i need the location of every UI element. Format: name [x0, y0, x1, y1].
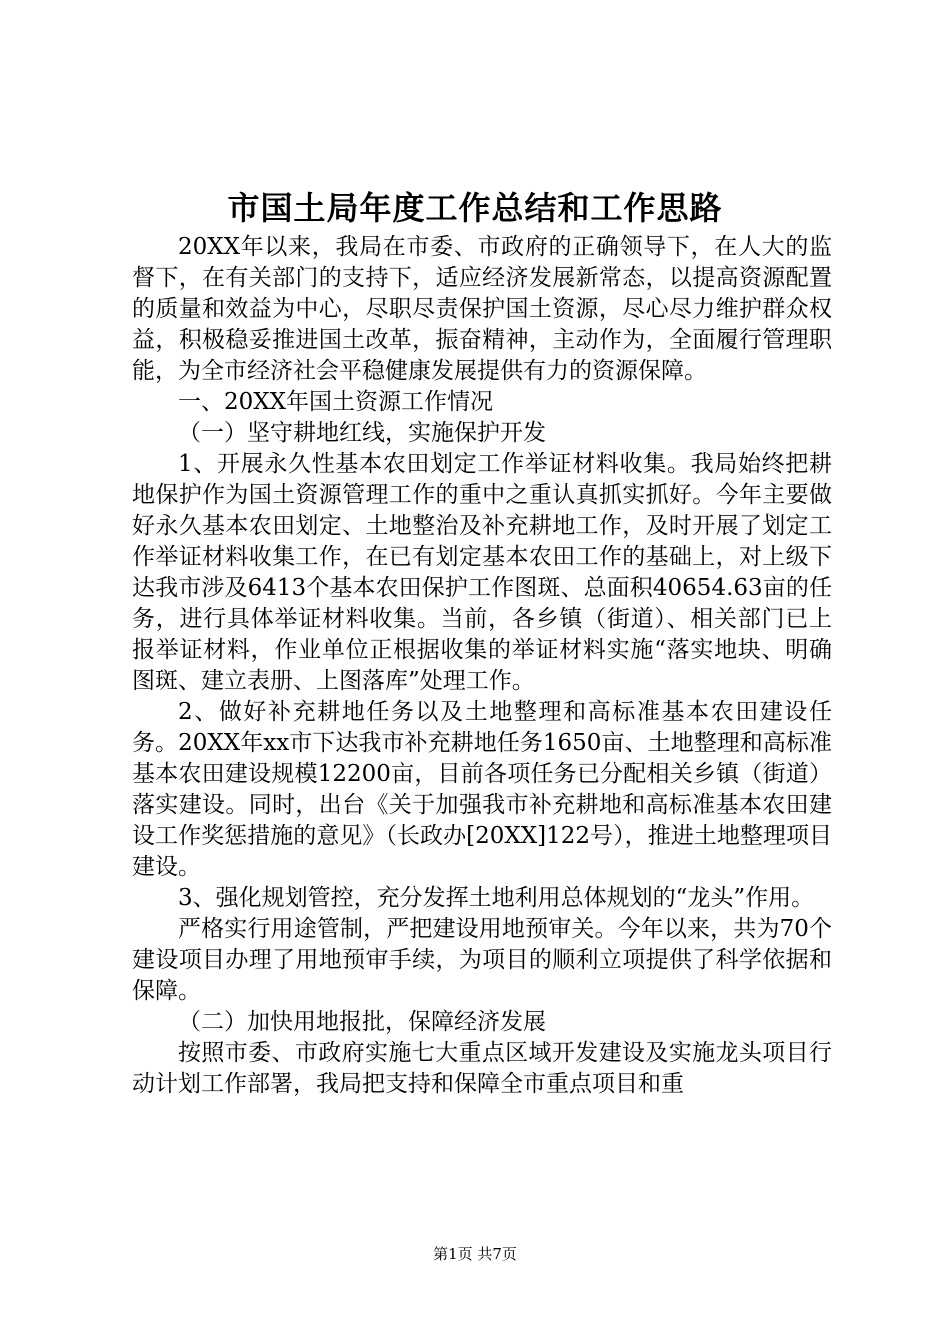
paragraph-item-1: 1、开展永久性基本农田划定工作举证材料收集。我局始终把耕地保护作为国土资源管理工作的重中之重认真抓实抓好。今年主要做好永久基本农田划定、土地整治及补充耕地工作，及时开展了划定工作举证材料收集工作，在已有划定基本农田工作的基础上，对上级下达我市涉及6413个基本农田保护工作图斑、总面积40654.63亩的任务，进行具体举证材料收集。当前，各乡镇（街道）、相关部门已上报举证材料，作业单位正根据收集的举证材料实施“落实地块、明确图斑、建立表册、上图落库”处理工作。 [132, 451, 832, 694]
paragraph-item-3: 3、强化规划管控，充分发挥土地利用总体规划的“龙头”作用。 [178, 885, 815, 911]
paragraph-item-3-detail: 严格实行用途管制，严把建设用地预审关。今年以来，共为70个建设项目办理了用地预审手续，为项目的顺利立项提供了科学依据和保障。 [132, 916, 832, 1004]
document-body [132, 232, 832, 1100]
heading-subsection-1: （一）坚守耕地红线，实施保护开发 [178, 420, 546, 446]
page-footer: 第1页 共7页 [433, 1245, 517, 1263]
paragraph-item-2: 2、做好补充耕地任务以及土地整理和高标准基本农田建设任务。20XX年xx市下达我市补充耕地任务1650亩、土地整理和高标准基本农田建设规模12200亩，目前各项任务已分配相关乡镇（街道）落实建设。同时，出台《关于加强我市补充耕地和高标准基本农田建设工作奖惩措施的意见》（长政办[20XX]122号），推进土地整理项目建设。 [132, 699, 832, 880]
document-title: 市国土局年度工作总结和工作思路 [227, 189, 723, 227]
paragraph-intro: 20XX年以来，我局在市委、市政府的正确领导下，在人大的监督下，在有关部门的支持下，适应经济发展新常态，以提高资源配置的质量和效益为中心，尽职尽责保护国土资源，尽心尽力维护群众权益，积极稳妥推进国土改革，振奋精神，主动作为，全面履行管理职能，为全市经济社会平稳健康发展提供有力的资源保障。 [132, 234, 832, 384]
heading-subsection-2: （二）加快用地报批，保障经济发展 [178, 1009, 546, 1035]
paragraph-subsection-2: 按照市委、市政府实施七大重点区域开发建设及实施龙头项目行动计划工作部署，我局把支持和保障全市重点项目和重 [132, 1040, 832, 1097]
heading-section-1: 一、20XX年国土资源工作情况 [178, 389, 494, 415]
